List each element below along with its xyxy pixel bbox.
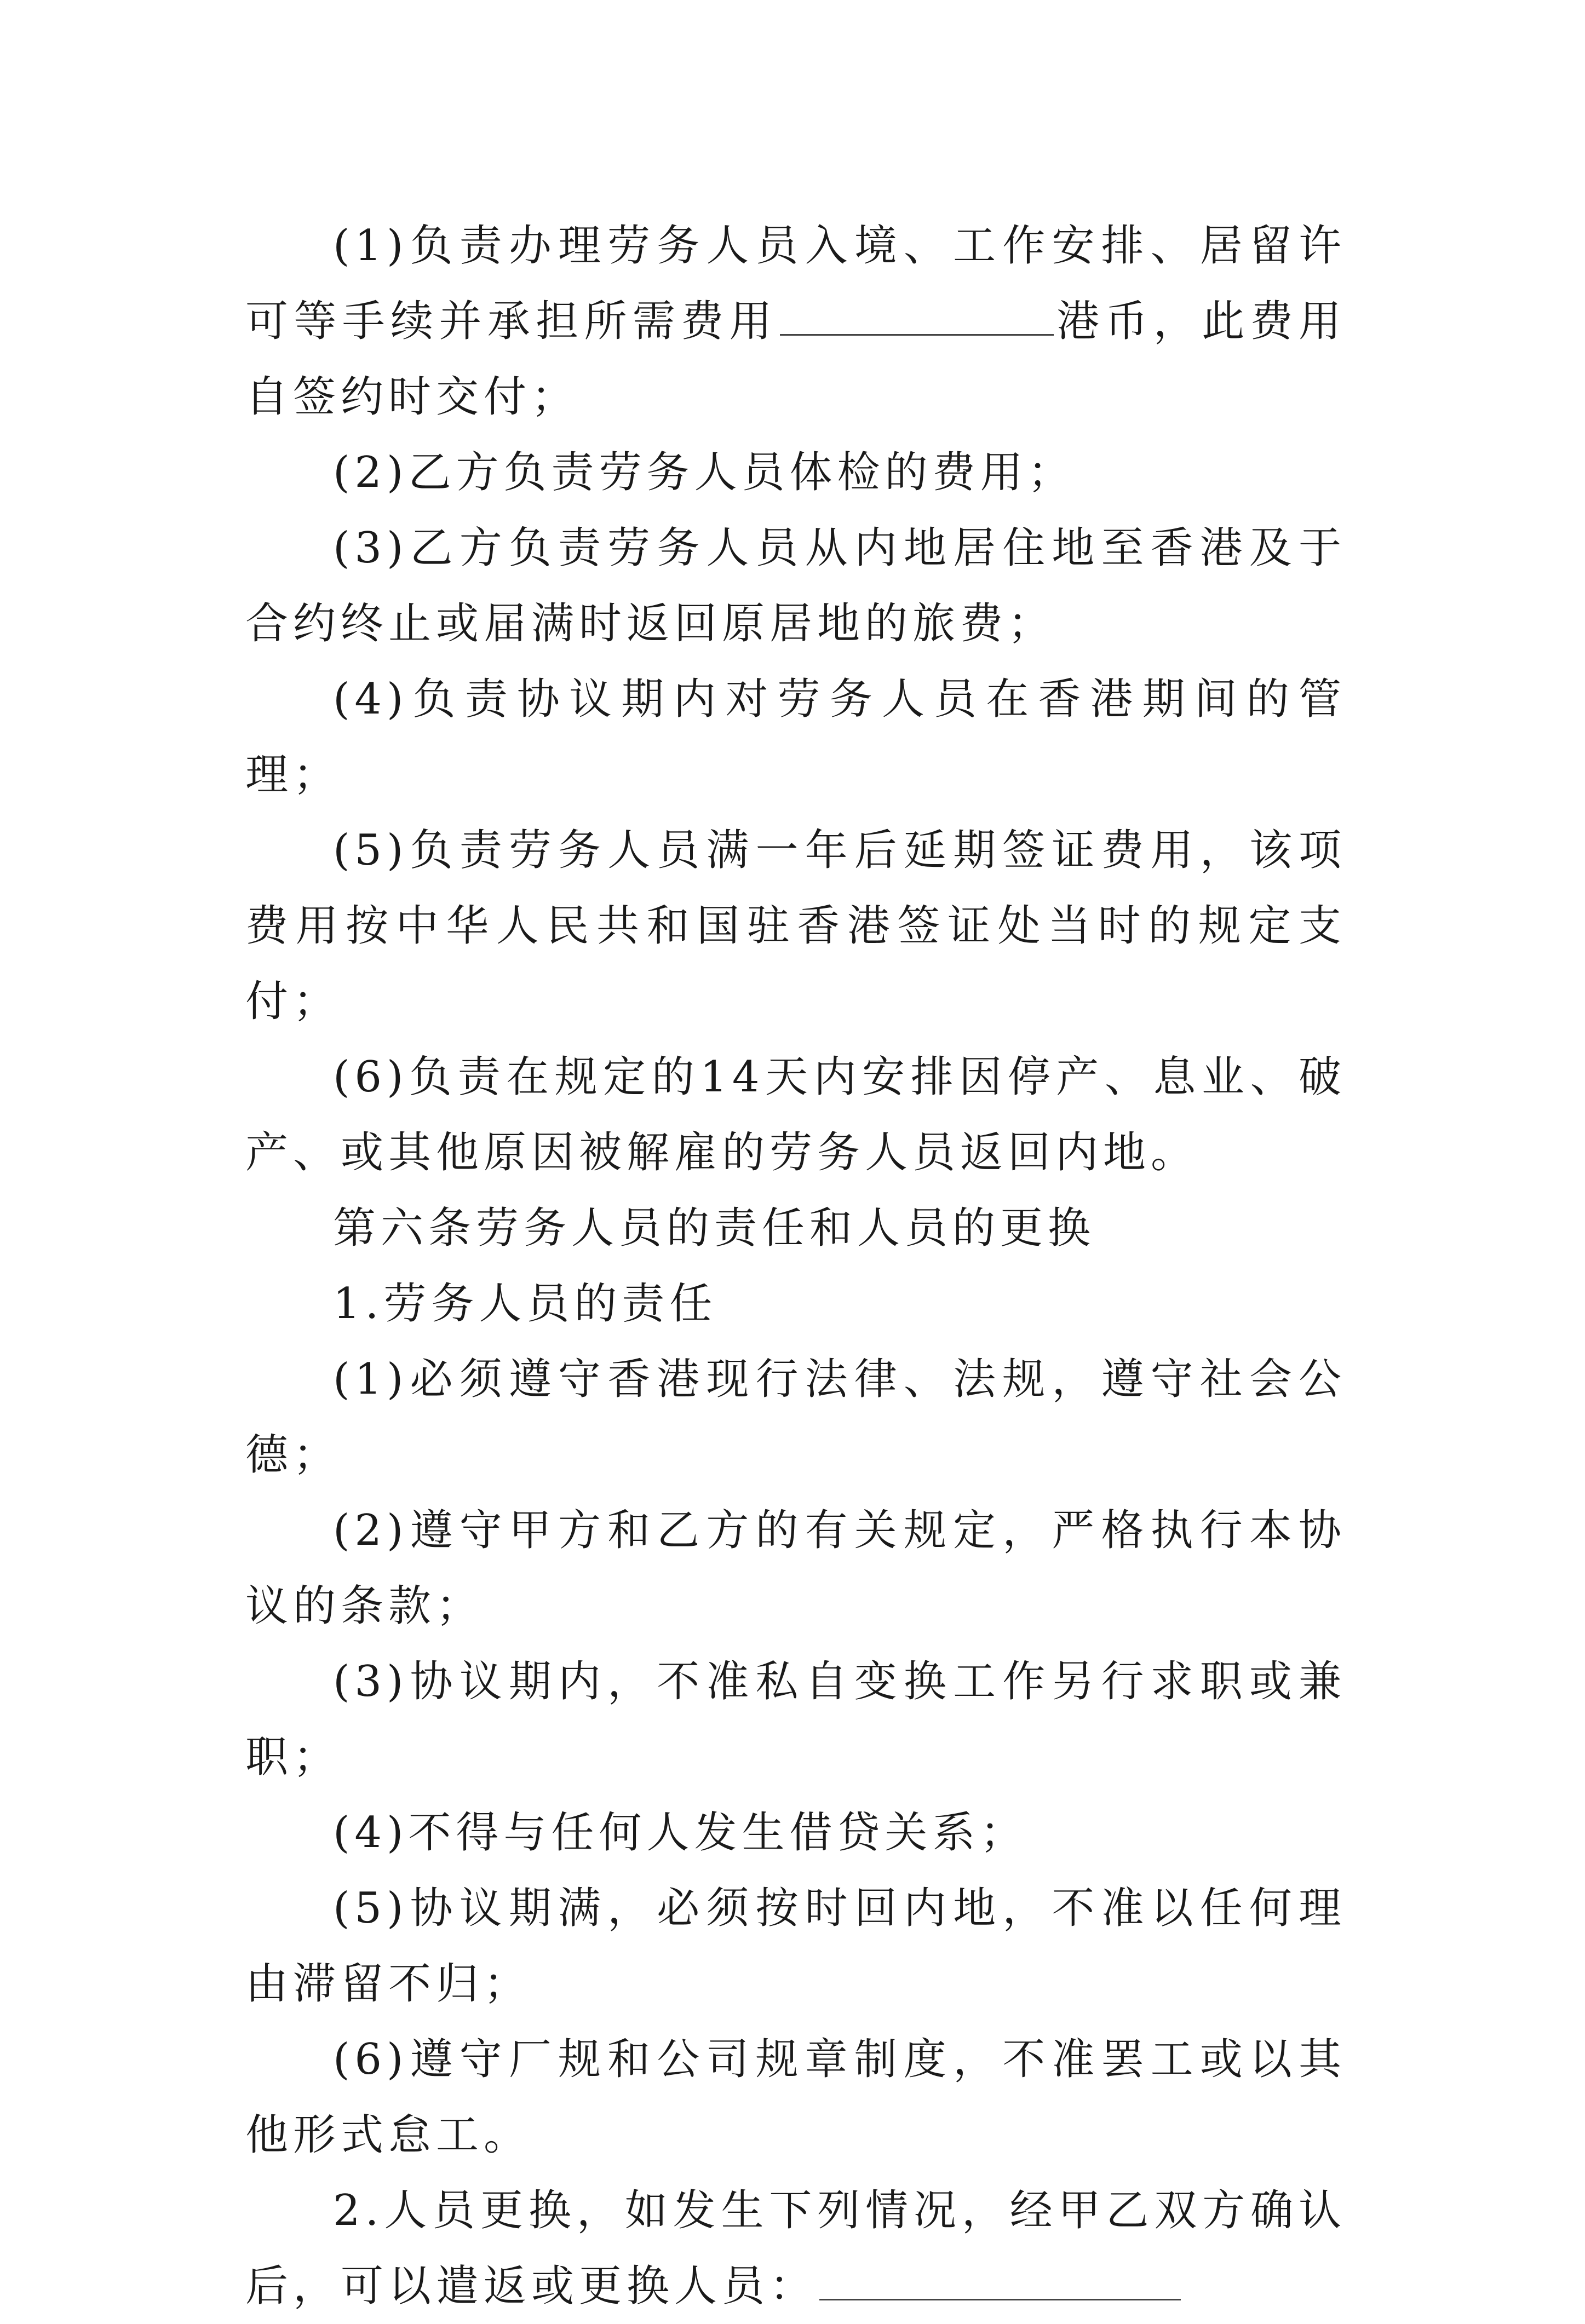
duty-no-lending-paragraph: (4)不得与任何人发生借贷关系； bbox=[333, 1808, 1028, 1857]
duty-rules-paragraph: (2)遵守甲方和乙方的有关规定，严格执行本协议的条款； bbox=[245, 1506, 1346, 1631]
clause-visa-paragraph: (5)负责劳务人员满一年后延期签证费用，该项费用按中华人民共和国驻香港签证处当时的规定支付； bbox=[245, 826, 1346, 1026]
clause-repatriation-paragraph: (6)负责在规定的14天内安排因停产、息业、破产、或其他原因被解雇的劳务人员返回内地。 bbox=[245, 1052, 1346, 1177]
clause-management-paragraph: (4)负责协议期内对劳务人员在香港期间的管理； bbox=[245, 675, 1346, 799]
article-six-heading: 第六条劳务人员的责任和人员的更换 bbox=[333, 1204, 1096, 1253]
clause-medical-paragraph: (2)乙方负责劳务人员体检的费用； bbox=[333, 448, 1076, 497]
duty-return-paragraph: (5)协议期满，必须按时回内地，不准以任何理由滞留不归； bbox=[245, 1884, 1346, 2009]
clause-fees-paragraph bbox=[245, 208, 1346, 435]
duty-no-strike-paragraph: (6)遵守厂规和公司规章制度，不准罢工或以其他形式怠工。 bbox=[245, 2035, 1346, 2160]
duty-no-side-job-paragraph: (3)协议期内，不准私自变换工作另行求职或兼职； bbox=[245, 1657, 1346, 1782]
document-body bbox=[245, 208, 1346, 2324]
section-worker-duties-heading: 1.劳务人员的责任 bbox=[333, 1279, 717, 1328]
section-replacement-paragraph bbox=[245, 2173, 1346, 2324]
clause-fees-text-end: 港币，此费用自签约时交付； bbox=[245, 297, 1346, 422]
section-replacement-text: 2.人员更换，如发生下列情况，经甲乙双方确认后，可以遣返或更换人员： bbox=[245, 2186, 1346, 2311]
fee-amount-blank bbox=[780, 296, 1054, 336]
clause-fees-text: (1)负责办理劳务人员入境、工作安排、居留许可等手续并承担所需费用 bbox=[245, 221, 1346, 346]
duty-law-paragraph: (1)必须遵守香港现行法律、法规，遵守社会公德； bbox=[245, 1355, 1346, 1480]
clause-travel-paragraph: (3)乙方负责劳务人员从内地居住地至香港及于合约终止或届满时返回原居地的旅费； bbox=[245, 524, 1346, 648]
replacement-reason-blank bbox=[819, 2260, 1181, 2300]
